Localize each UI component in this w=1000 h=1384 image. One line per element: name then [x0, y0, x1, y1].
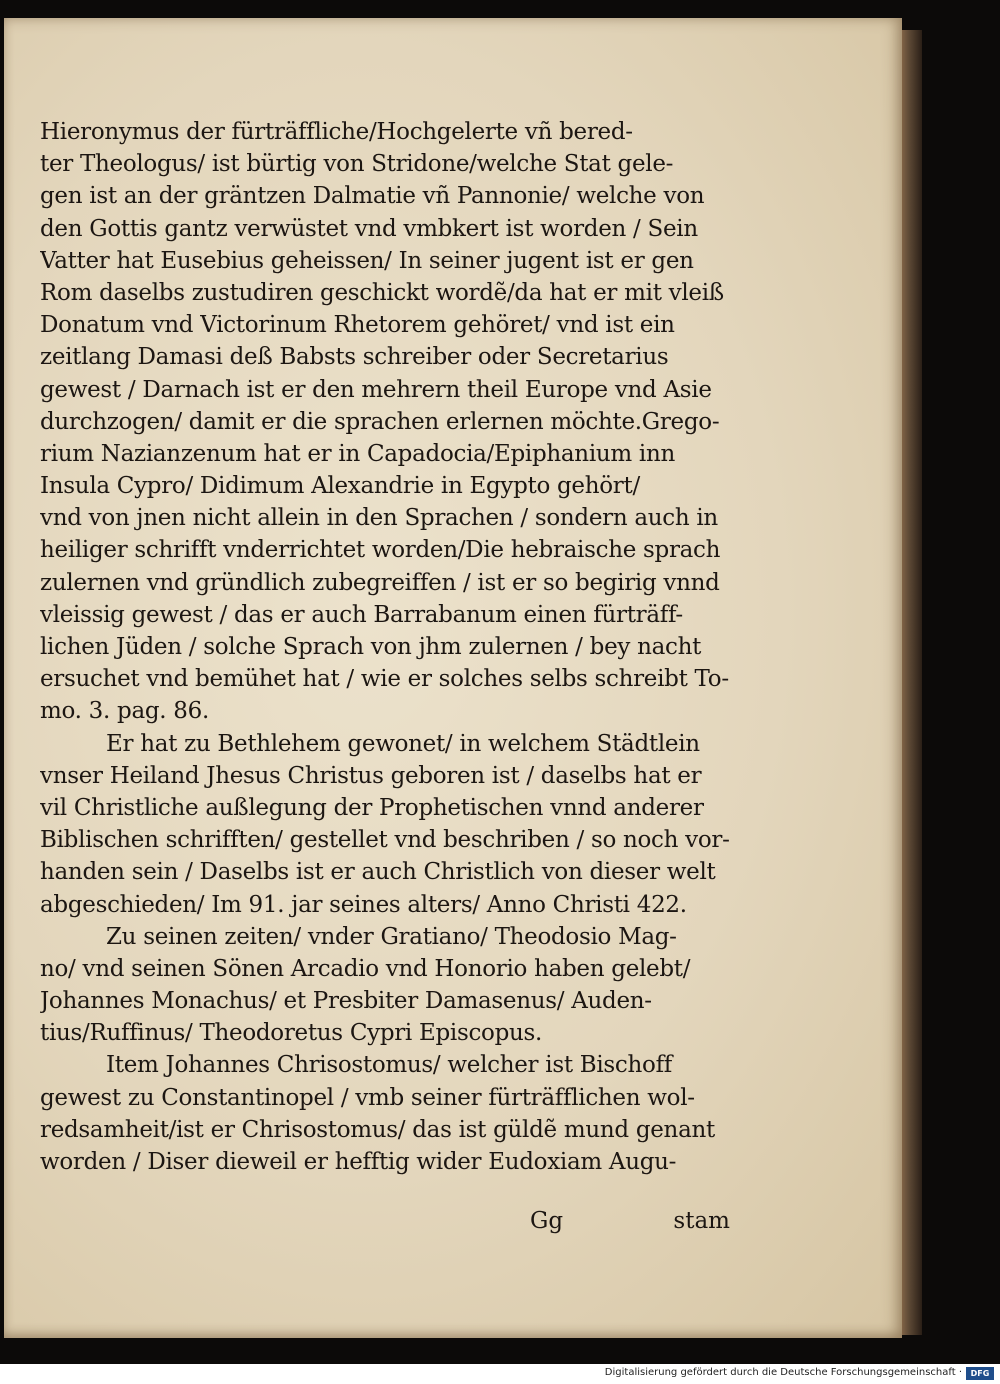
page-foot: [40, 1208, 730, 1242]
text-line: Vatter hat Eusebius geheissen/ In seiner jugent ist er gen: [40, 247, 694, 274]
funding-credit: Digitalisierung gefördert durch die Deutsche Forschungsgemeinschaft ·: [604, 1367, 962, 1378]
text-line: gewest zu Constantinopel / vmb seiner fürträfflichen wol-: [40, 1084, 695, 1111]
text-line: rium Nazianzenum hat er in Capadocia/Epiphanium inn: [40, 440, 675, 467]
text-line: mo. 3. pag. 86.: [40, 698, 209, 725]
page-stack-edges: [900, 30, 922, 1335]
text-line: tius/Ruffinus/ Theodoretus Cypri Episcopus.: [40, 1020, 543, 1047]
text-line: den Gottis gantz verwüstet vnd vmbkert ist worden / Sein: [40, 215, 698, 242]
text-line: gen ist an der gräntzen Dalmatie vñ Pannonie/ welche von: [40, 183, 705, 210]
text-line: abgeschieden/ Im 91. jar seines alters/ Anno Christi 422.: [40, 891, 687, 918]
text-line: redsamheit/ist er Chrisostomus/ das ist güldẽ mund genant: [40, 1116, 715, 1143]
signature-mark: Gg: [530, 1208, 564, 1234]
catchword: stam: [673, 1208, 730, 1234]
text-line: durchzogen/ damit er die sprachen erlernen möchte.Grego-: [40, 408, 720, 435]
text-line: Donatum vnd Victorinum Rhetorem gehöret/ vnd ist ein: [40, 312, 675, 339]
text-line: vnser Heiland Jhesus Christus geboren ist / daselbs hat er: [40, 762, 702, 789]
text-line: zulernen vnd gründlich zubegreiffen / ist er so begirig vnnd: [40, 569, 720, 596]
text-line: handen sein / Daselbs ist er auch Christlich von dieser welt: [40, 859, 716, 886]
text-line: Hieronymus der fürträffliche/Hochgelerte vñ bered-: [40, 119, 633, 145]
text-line: worden / Diser dieweil er hefftig wider Eudoxiam Augu-: [40, 1149, 677, 1175]
text-line: Item Johannes Chrisostomus/ welcher ist Bischoff: [106, 1052, 673, 1079]
text-line: Rom daselbs zustudiren geschickt wordẽ/da hat er mit vleiß: [40, 279, 724, 306]
text-line: zeitlang Damasi deß Babsts schreiber oder Secretarius: [40, 344, 669, 371]
text-line: Insula Cypro/ Didimum Alexandrie in Egypto gehört/: [40, 473, 640, 500]
text-line: gewest / Darnach ist er den mehrern theil Europe vnd Asie: [40, 376, 712, 403]
text-line: vil Christliche außlegung der Prophetischen vnnd anderer: [40, 794, 704, 821]
text-line: ter Theologus/ ist bürtig von Stridone/welche Stat gele-: [40, 151, 674, 178]
text-line: vnd von jnen nicht allein in den Sprachen / sondern auch in: [40, 505, 718, 532]
book-page: [4, 18, 902, 1338]
text-line: Biblischen schrifften/ gestellet vnd beschriben / so noch vor-: [40, 827, 730, 854]
text-line: Johannes Monachus/ et Presbiter Damasenus/ Auden-: [40, 988, 652, 1015]
page-text: [40, 116, 730, 1178]
text-line: heiliger schrifft vnderrichtet worden/Die hebraische sprach: [40, 537, 721, 564]
footer-bar: [0, 1364, 1000, 1384]
text-line: no/ vnd seinen Sönen Arcadio vnd Honorio haben gelebt/: [40, 955, 691, 982]
text-line: ersuchet vnd bemühet hat / wie er solches selbs schreibt To-: [40, 666, 729, 693]
dfg-logo-icon[interactable]: DFG: [966, 1367, 994, 1380]
text-line: Zu seinen zeiten/ vnder Gratiano/ Theodosio Mag-: [106, 923, 677, 950]
text-line: vleissig gewest / das er auch Barrabanum einen fürträff-: [40, 601, 683, 628]
text-line: lichen Jüden / solche Sprach von jhm zulernen / bey nacht: [40, 634, 702, 660]
text-line: Er hat zu Bethlehem gewonet/ in welchem Städtlein: [106, 730, 700, 757]
